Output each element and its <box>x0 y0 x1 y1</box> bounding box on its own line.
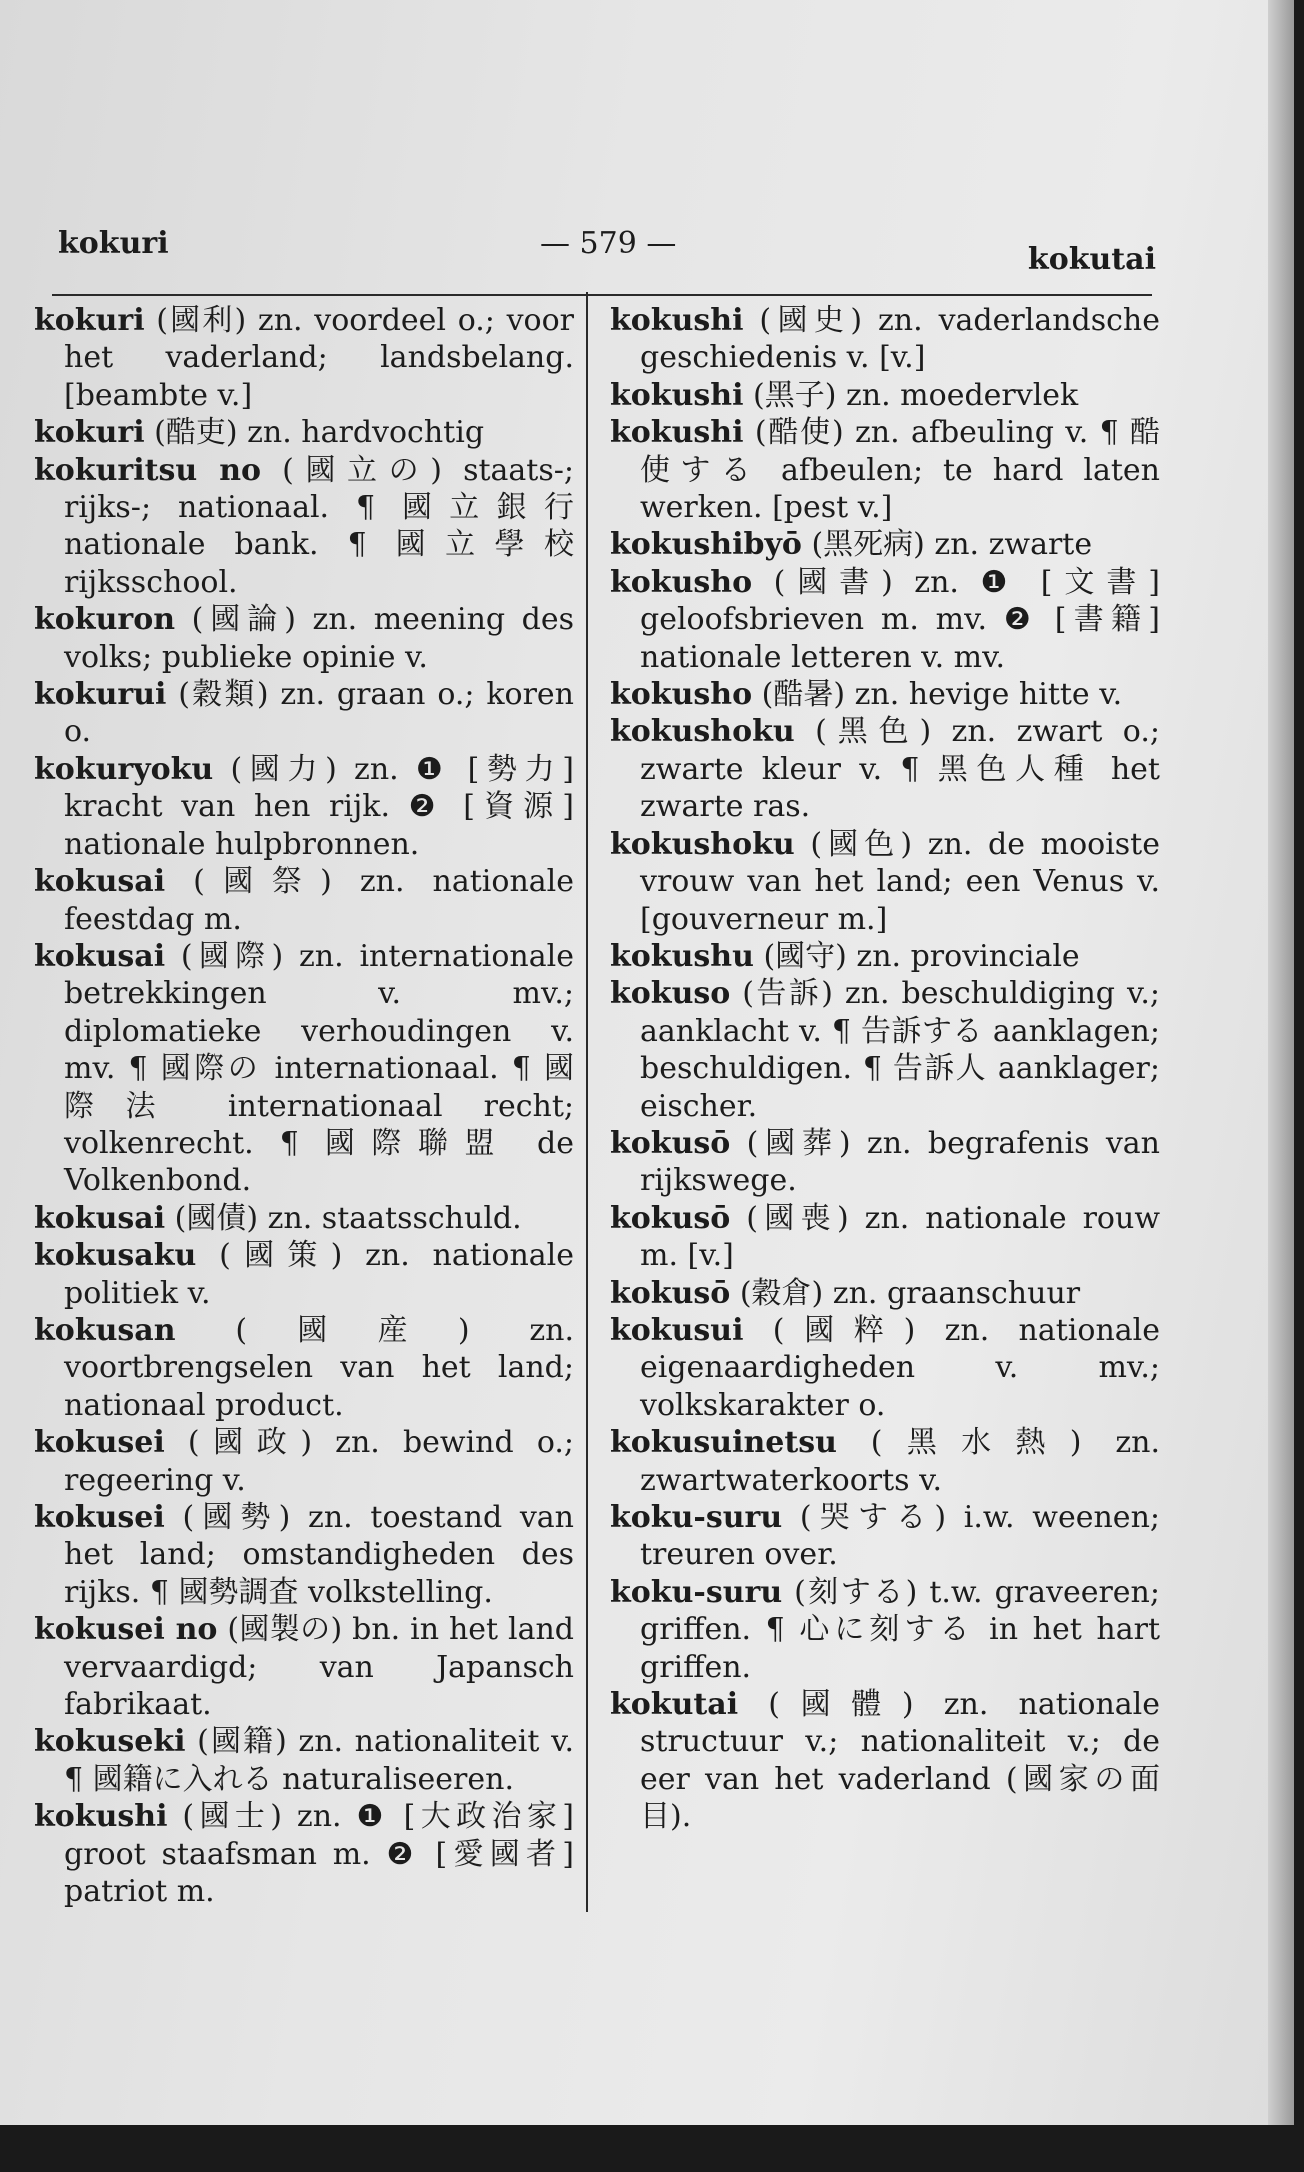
entry-headword: kokuryoku <box>34 751 214 787</box>
entry-definition: (酷吏) zn. hardvochtig <box>144 415 485 451</box>
dictionary-entry <box>34 751 574 863</box>
dictionary-entry <box>610 377 1160 414</box>
entry-headword: kokusho <box>610 564 753 600</box>
entry-headword: kokushi <box>610 303 744 338</box>
entry-definition: (酷暑) zn. hevige hitte v. <box>752 677 1123 713</box>
entry-headword: kokushi <box>610 377 744 413</box>
entry-headword: kokusei no <box>34 1612 218 1648</box>
entry-definition: (國力) zn. ❶ [勢力] kracht van hen rijk. ❷ [資源] nationale hulpbronnen. <box>64 751 574 862</box>
entry-definition: (國士) zn. ❶ [大政治家] groot staafsman m. ❷ [愛國者] patriot m. <box>64 1799 574 1910</box>
dictionary-entry <box>610 1574 1160 1686</box>
entry-headword: kokuri <box>34 415 145 451</box>
entry-headword: kokuseki <box>34 1724 186 1760</box>
entry-definition: (黑死病) zn. zwarte <box>801 527 1093 563</box>
dictionary-entry <box>34 863 574 938</box>
entry-definition: (國葬) zn. begrafenis van rijkswege. <box>640 1125 1160 1199</box>
dictionary-entry <box>610 1275 1160 1312</box>
dictionary-entry <box>34 1611 574 1723</box>
entry-definition: (國書) zn. ❶ [文書] geloofsbrieven m. mv. ❷ [書籍] nationale letteren v. mv. <box>640 564 1160 675</box>
dictionary-entry <box>610 526 1160 563</box>
entry-definition: (國史) zn. vaderlandsche geschiedenis v. [v.] <box>640 303 1160 376</box>
entry-headword: kokushu <box>610 938 754 974</box>
entry-headword: kokushi <box>610 415 744 451</box>
entry-definition: (國色) zn. de mooiste vrouw van het land; een Venus v. [gouverneur m.] <box>640 826 1160 937</box>
entry-definition: (酷使) zn. afbeuling v. ¶ 酷使する afbeulen; te hard laten werken. [pest v.] <box>640 415 1160 526</box>
dictionary-entry <box>34 1499 574 1611</box>
entry-headword: kokuri <box>34 303 145 338</box>
entry-definition: (國粹) zn. nationale eigenaardigheden v. mv.; volkskarakter o. <box>640 1312 1160 1423</box>
entry-headword: koku-suru <box>610 1574 783 1610</box>
entry-definition: (國製の) bn. in het land vervaardigd; van Japansch fabrikaat. <box>64 1612 574 1723</box>
dictionary-entry <box>610 1686 1160 1836</box>
dictionary-entry <box>34 1424 574 1499</box>
book-spine-shadow <box>1268 0 1294 2125</box>
dictionary-entry <box>610 1125 1160 1200</box>
entry-headword: kokutai <box>610 1687 739 1723</box>
entry-definition: (國政) zn. bewind o.; regeering v. <box>64 1425 574 1498</box>
entry-definition: (國勢) zn. toestand van het land; omstandigheden des rijks. ¶ 國勢調査 volkstelling. <box>64 1500 574 1610</box>
dictionary-entry <box>610 826 1160 938</box>
dictionary-entry <box>34 302 574 414</box>
right-column <box>610 302 1160 1836</box>
entry-headword: kokushi <box>34 1799 168 1835</box>
entry-headword: kokusai <box>34 864 166 900</box>
dictionary-entry <box>610 414 1160 526</box>
entry-headword: kokusui <box>610 1312 744 1348</box>
entry-definition: (刻する) t.w. graveeren; griffen. ¶ 心に刻する in het hart griffen. <box>640 1574 1160 1685</box>
dictionary-entry <box>34 1312 574 1424</box>
dictionary-entry <box>610 1200 1160 1275</box>
dictionary-entry <box>34 938 574 1200</box>
entry-definition: (國立の) staats-; rijks-; nationaal. ¶ 國立銀行 nationale bank. ¶ 國立學校 rijksschool. <box>64 452 575 600</box>
dictionary-entry <box>34 601 574 676</box>
entry-headword: kokurui <box>34 677 167 713</box>
dictionary-entry <box>34 1237 574 1312</box>
entry-headword: kokuritsu no <box>34 452 262 488</box>
header-rule <box>52 294 1152 296</box>
dictionary-entry <box>610 938 1160 975</box>
entry-headword: kokusho <box>610 677 753 713</box>
entry-definition: (國利) zn. voordeel o.; voor het vaderland; landsbelang. [beambte v.] <box>64 303 574 413</box>
dictionary-entry <box>610 1312 1160 1424</box>
entry-definition: (黑色) zn. zwart o.; zwarte kleur v. ¶ 黑色人種 het zwarte ras. <box>640 714 1160 825</box>
entry-definition: (告訴) zn. beschuldiging v.; aanklacht v. ¶ 告訴する aanklagen; beschuldigen. ¶ 告訴人 aanklager; eischer. <box>640 976 1160 1124</box>
dictionary-entry <box>610 564 1160 676</box>
dictionary-entry <box>610 713 1160 825</box>
dictionary-entry <box>34 1723 574 1798</box>
entry-definition: (穀倉) zn. graanschuur <box>730 1275 1081 1311</box>
dictionary-entry <box>610 302 1160 377</box>
entry-headword: kokusō <box>610 1275 731 1311</box>
entry-definition: (國際) zn. internationale betrekkingen v. mv.; diplomatieke verhoudingen v. mv. ¶ 國際の internationaal. ¶ 國際法 internationaal recht; volkenrecht. ¶ 國際聯盟 de Volkenbond. <box>64 938 574 1199</box>
entry-headword: kokusai <box>34 1200 166 1236</box>
dictionary-entry <box>610 1499 1160 1574</box>
dictionary-entry <box>610 676 1160 713</box>
entry-definition: (哭する) i.w. weenen; treuren over. <box>640 1500 1160 1573</box>
entry-headword: kokusei <box>34 1500 165 1535</box>
entry-headword: kokusai <box>34 938 166 974</box>
entry-headword: koku-suru <box>610 1500 783 1535</box>
entry-headword: kokusō <box>610 1200 731 1236</box>
entry-definition: (國策) zn. nationale politiek v. <box>64 1238 574 1311</box>
page-header <box>0 226 1294 277</box>
entry-headword: kokusō <box>610 1125 731 1161</box>
entry-definition: (國祭) zn. nationale feestdag m. <box>64 864 574 937</box>
right-guide-word: kokutai <box>1027 242 1156 277</box>
entry-definition: (黑子) zn. moedervlek <box>743 377 1079 413</box>
entry-definition: (國債) zn. staatsschuld. <box>165 1200 522 1236</box>
entry-headword: kokushibyō <box>610 527 802 563</box>
dictionary-entry <box>610 1424 1160 1499</box>
dictionary-entry <box>34 414 574 451</box>
entry-definition: (國體) zn. nationale structuur v.; nationaliteit v.; de eer van het vaderland (國家の面目). <box>640 1687 1160 1835</box>
entry-definition: (黑水熱) zn. zwartwaterkoorts v. <box>640 1425 1160 1498</box>
entry-headword: kokuron <box>34 602 176 638</box>
page-number: — 579 — <box>540 226 677 261</box>
dictionary-entry <box>34 1798 574 1910</box>
entry-definition: (國喪) zn. nationale rouw m. [v.] <box>640 1200 1160 1274</box>
entry-headword: kokusuinetsu <box>610 1425 837 1461</box>
dictionary-entry <box>34 452 574 602</box>
entry-definition: (國籍) zn. nationaliteit v. ¶ 國籍に入れる naturaliseeren. <box>64 1724 574 1797</box>
entry-headword: kokushoku <box>610 826 795 862</box>
dictionary-entry <box>610 975 1160 1125</box>
left-column <box>34 302 574 1910</box>
entry-definition: (國産) zn. voortbrengselen van het land; nationaal product. <box>64 1312 574 1423</box>
left-guide-word: kokuri <box>58 226 169 261</box>
entry-headword: kokusei <box>34 1425 165 1461</box>
entry-headword: kokusan <box>34 1312 176 1348</box>
entry-headword: kokuso <box>610 976 731 1012</box>
column-divider <box>586 292 588 1912</box>
entry-definition: (國論) zn. meening des volks; publieke opinie v. <box>64 602 574 675</box>
dictionary-entry <box>34 676 574 751</box>
entry-definition: (穀類) zn. graan o.; koren o. <box>64 677 574 750</box>
entry-definition: (國守) zn. provinciale <box>753 938 1080 974</box>
dictionary-entry <box>34 1200 574 1237</box>
entry-headword: kokushoku <box>610 714 795 750</box>
entry-headword: kokusaku <box>34 1238 197 1274</box>
